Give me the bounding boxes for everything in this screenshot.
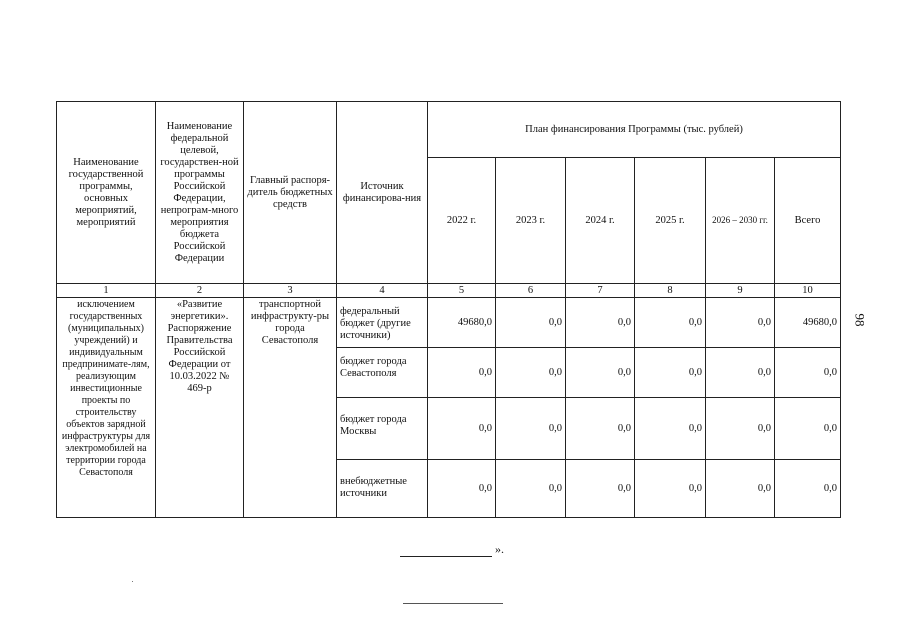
col-number: 8	[635, 284, 706, 298]
underline-blank	[400, 544, 492, 557]
value-cell: 0,0	[706, 348, 775, 398]
col-number: 5	[428, 284, 496, 298]
col-number: 3	[244, 284, 337, 298]
value-cell: 0,0	[775, 348, 841, 398]
header-year-2026-2030: 2026 – 2030 гг.	[706, 158, 775, 284]
federal-program-reference: «Развитие энергетики». Распоряжение Правительства Российской Федерации от 10.03.2022 № 469-р	[156, 298, 244, 518]
header-year-2022: 2022 г.	[428, 158, 496, 284]
col-number: 4	[337, 284, 428, 298]
value-cell: 49680,0	[775, 298, 841, 348]
header-year-2025: 2025 г.	[635, 158, 706, 284]
value-cell: 0,0	[428, 460, 496, 518]
closing-line	[400, 542, 504, 557]
value-cell: 0,0	[706, 298, 775, 348]
bottom-divider	[403, 603, 503, 604]
value-cell: 0,0	[566, 298, 635, 348]
value-cell: 0,0	[635, 398, 706, 460]
value-cell: 0,0	[775, 460, 841, 518]
header-source: Источник финансирова-ния	[337, 102, 428, 284]
col-number: 9	[706, 284, 775, 298]
header-manager: Главный распоря-дитель бюджетных средств	[244, 102, 337, 284]
funding-source: федеральный бюджет (другие источники)	[337, 298, 428, 348]
financing-table	[56, 101, 841, 518]
value-cell: 0,0	[566, 460, 635, 518]
value-cell: 0,0	[496, 298, 566, 348]
col-number: 2	[156, 284, 244, 298]
header-federal-program: Наименование федеральной целевой, государствен-ной программы Российской Федерации, непрограм-много мероприятия бюджета Российской Федерации	[156, 102, 244, 284]
header-year-2024: 2024 г.	[566, 158, 635, 284]
value-cell: 0,0	[635, 460, 706, 518]
header-total: Всего	[775, 158, 841, 284]
value-cell: 0,0	[566, 398, 635, 460]
header-program-name: Наименование государственной программы, основных мероприятий, мероприятий	[57, 102, 156, 284]
value-cell: 49680,0	[428, 298, 496, 348]
header-year-2023: 2023 г.	[496, 158, 566, 284]
value-cell: 0,0	[496, 398, 566, 460]
funding-source: бюджет города Севастополя	[337, 348, 428, 398]
value-cell: 0,0	[496, 460, 566, 518]
funding-source: внебюджетные источники	[337, 460, 428, 518]
page-number: 98	[852, 313, 868, 327]
activity-description: исключением государственных (муниципальных) учреждений) и индивидуальным предпринимате-лям, реализующим инвестиционные проекты по строительству объектов зарядной инфраструктуры для электромобилей на территории города Севастополя	[57, 298, 156, 518]
value-cell: 0,0	[635, 298, 706, 348]
value-cell: 0,0	[775, 398, 841, 460]
col-number: 7	[566, 284, 635, 298]
value-cell: 0,0	[706, 398, 775, 460]
value-cell: 0,0	[428, 348, 496, 398]
col-number: 1	[57, 284, 156, 298]
col-number: 6	[496, 284, 566, 298]
value-cell: 0,0	[428, 398, 496, 460]
closing-quote: ».	[495, 542, 504, 556]
value-cell: 0,0	[566, 348, 635, 398]
col-number: 10	[775, 284, 841, 298]
header-financing-plan: План финансирования Программы (тыс. рублей)	[428, 102, 841, 158]
value-cell: 0,0	[635, 348, 706, 398]
value-cell: 0,0	[496, 348, 566, 398]
value-cell: 0,0	[706, 460, 775, 518]
scan-speck	[132, 581, 133, 582]
funding-source: бюджет города Москвы	[337, 398, 428, 460]
budget-manager: транспортной инфраструкту-ры города Севастополя	[244, 298, 337, 518]
